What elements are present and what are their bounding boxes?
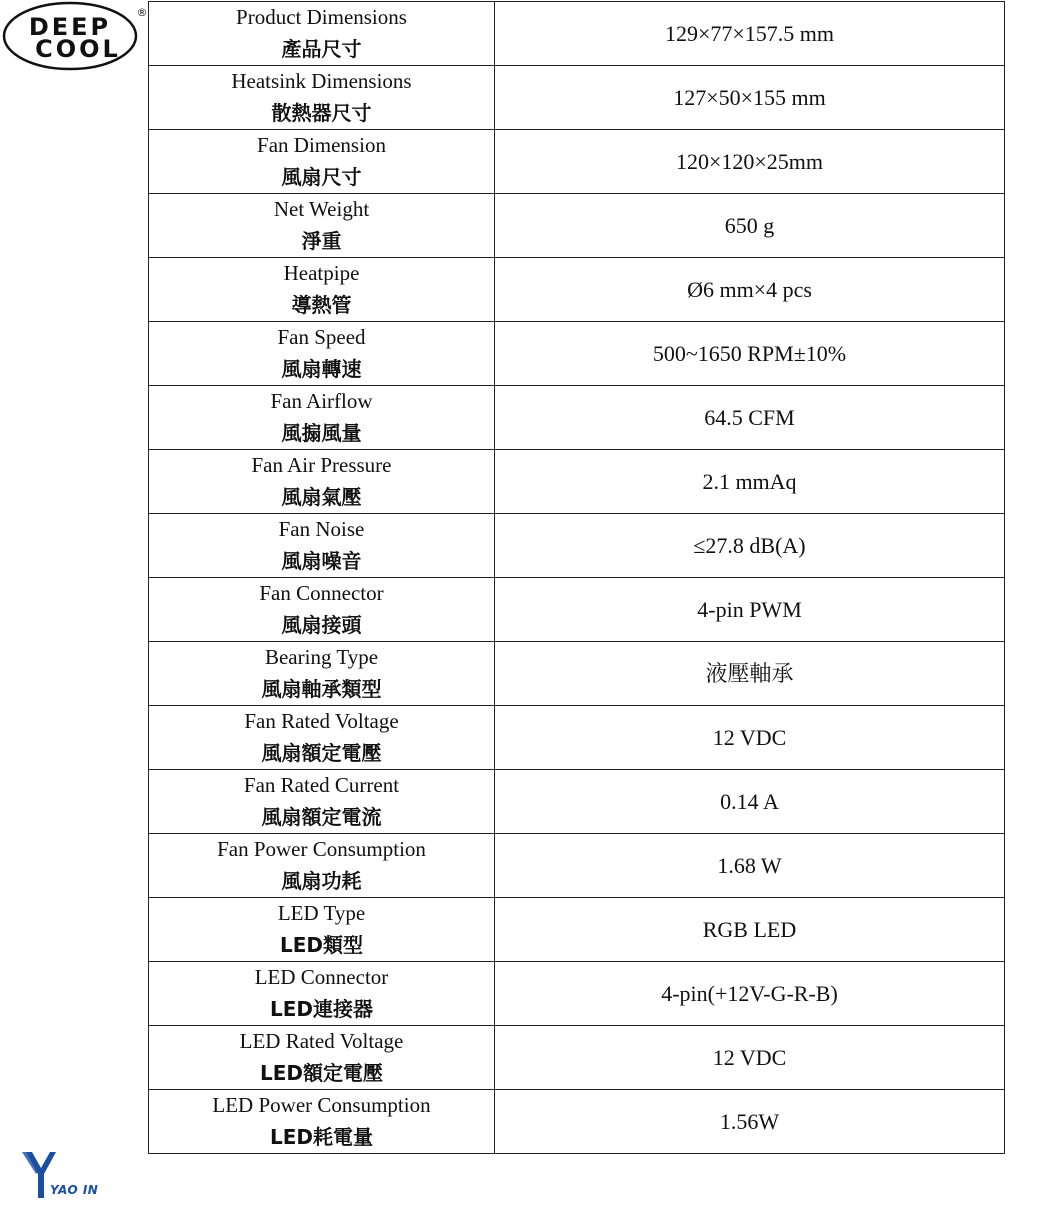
spec-label-en: LED Rated Voltage — [239, 1029, 404, 1053]
spec-value-cell: 120×120×25mm — [495, 130, 1005, 194]
spec-label-en: Bearing Type — [264, 645, 379, 669]
spec-value-cell: 4-pin(+12V-G-R-B) — [495, 962, 1005, 1026]
table-row — [149, 770, 1005, 834]
spec-label-en: Fan Connector — [259, 581, 384, 605]
spec-label-zh: LED耗電量 — [269, 1125, 373, 1149]
spec-value-cell: 500~1650 RPM±10% — [495, 322, 1005, 386]
spec-value-cell: 12 VDC — [495, 706, 1005, 770]
table-row — [149, 962, 1005, 1026]
spec-label-en: Product Dimensions — [236, 5, 407, 29]
spec-label-cell — [149, 450, 495, 514]
spec-label-cell — [149, 706, 495, 770]
spec-label-en: LED Power Consumption — [212, 1093, 431, 1117]
spec-label-en: Heatsink Dimensions — [231, 69, 412, 93]
spec-label-cell — [149, 66, 495, 130]
spec-value-cell: 64.5 CFM — [495, 386, 1005, 450]
spec-label-cell — [149, 834, 495, 898]
table-row — [149, 258, 1005, 322]
spec-label-zh: LED類型 — [279, 933, 363, 957]
registered-mark: ® — [136, 6, 148, 19]
table-row — [149, 642, 1005, 706]
spec-label-en: Fan Air Pressure — [251, 453, 392, 477]
spec-value-cell: 650 g — [495, 194, 1005, 258]
spec-label-en: Fan Rated Current — [243, 773, 400, 797]
spec-label-zh: 淨重 — [301, 229, 342, 253]
table-row — [149, 66, 1005, 130]
spec-label-zh: 風扇轉速 — [281, 357, 362, 381]
spec-label-cell — [149, 898, 495, 962]
table-row — [149, 2, 1005, 66]
spec-label-cell — [149, 1026, 495, 1090]
spec-label-en: Net Weight — [273, 197, 370, 221]
spec-table — [148, 1, 1005, 1154]
spec-table-body — [149, 2, 1005, 1154]
spec-label-zh: LED額定電壓 — [259, 1061, 383, 1085]
spec-label-en: Heatpipe — [283, 261, 360, 285]
spec-label-en: Fan Rated Voltage — [244, 709, 399, 733]
spec-value-cell: 127×50×155 mm — [495, 66, 1005, 130]
table-row — [149, 898, 1005, 962]
spec-label-zh: 導熱管 — [291, 293, 352, 317]
spec-label-en: Fan Noise — [278, 517, 365, 541]
spec-value-cell: Ø6 mm×4 pcs — [495, 258, 1005, 322]
spec-label-zh: 風扇軸承類型 — [261, 677, 382, 701]
logo-line2: COOL — [35, 35, 121, 63]
spec-label-zh: 風扇尺寸 — [281, 165, 362, 189]
yaoin-wordmark: YAO IN — [50, 1183, 99, 1197]
spec-label-cell — [149, 578, 495, 642]
table-row — [149, 194, 1005, 258]
spec-value-cell: 129×77×157.5 mm — [495, 2, 1005, 66]
spec-label-cell — [149, 1090, 495, 1154]
spec-label-cell — [149, 258, 495, 322]
deepcool-logo-mark — [0, 0, 148, 76]
spec-value-cell: 12 VDC — [495, 1026, 1005, 1090]
table-row — [149, 578, 1005, 642]
spec-value-cell: ≤27.8 dB(A) — [495, 514, 1005, 578]
spec-label-en: Fan Dimension — [257, 133, 386, 157]
spec-label-cell — [149, 642, 495, 706]
spec-value-cell: 1.68 W — [495, 834, 1005, 898]
spec-label-zh: 風搧風量 — [281, 421, 362, 445]
spec-label-cell — [149, 130, 495, 194]
spec-label-zh: 產品尺寸 — [281, 37, 362, 61]
spec-label-cell — [149, 514, 495, 578]
spec-label-zh: 風扇額定電壓 — [261, 741, 382, 765]
table-row — [149, 386, 1005, 450]
spec-label-cell — [149, 322, 495, 386]
spec-label-cell — [149, 2, 495, 66]
spec-label-zh: 風扇噪音 — [281, 549, 362, 573]
spec-label-cell — [149, 962, 495, 1026]
spec-value-cell: 1.56W — [495, 1090, 1005, 1154]
spec-label-zh: 風扇接頭 — [281, 613, 362, 637]
table-row — [149, 1090, 1005, 1154]
deepcool-logo — [0, 0, 148, 76]
spec-label-en: Fan Power Consumption — [217, 837, 426, 861]
spec-label-en: LED Connector — [254, 965, 389, 989]
spec-value-cell: 4-pin PWM — [495, 578, 1005, 642]
spec-label-zh: 風扇氣壓 — [281, 485, 362, 509]
spec-label-en: Fan Airflow — [270, 389, 373, 413]
table-row — [149, 130, 1005, 194]
spec-label-zh: LED連接器 — [269, 997, 373, 1021]
spec-value-cell: 2.1 mmAq — [495, 450, 1005, 514]
spec-label-zh: 風扇額定電流 — [261, 805, 382, 829]
spec-value-cell: 液壓軸承 — [495, 642, 1005, 706]
spec-label-cell — [149, 194, 495, 258]
spec-value-cell: RGB LED — [495, 898, 1005, 962]
spec-label-cell — [149, 770, 495, 834]
table-row — [149, 514, 1005, 578]
table-row — [149, 450, 1005, 514]
spec-label-zh: 風扇功耗 — [281, 869, 362, 893]
spec-label-zh: 散熱器尺寸 — [271, 101, 372, 125]
spec-value-cell: 0.14 A — [495, 770, 1005, 834]
logo-line1: DEEP — [28, 13, 112, 41]
table-row — [149, 834, 1005, 898]
table-row — [149, 706, 1005, 770]
spec-label-cell — [149, 386, 495, 450]
table-row — [149, 1026, 1005, 1090]
table-row — [149, 322, 1005, 386]
spec-label-en: LED Type — [277, 901, 366, 925]
spec-label-en: Fan Speed — [277, 325, 366, 349]
